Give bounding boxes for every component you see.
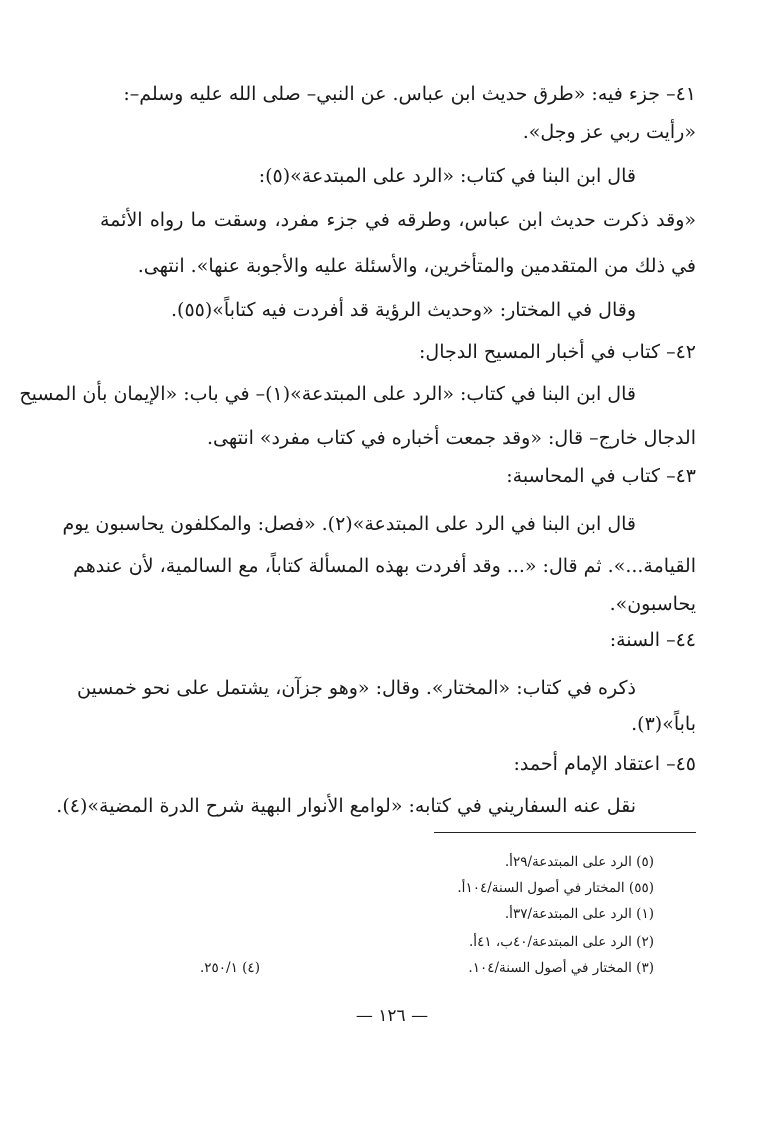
paragraph-line: نقل عنه السفاريني في كتابه: «لوامع الأنوار البهية شرح الدرة المضية»(٤).: [56, 795, 636, 817]
footnote: (٥٥) المختار في أصول السنة/١٠٤أ.: [457, 880, 654, 896]
item-43-heading: ٤٣– كتاب في المحاسبة:: [506, 465, 696, 487]
paragraph-line: قال ابن البنا في كتاب: «الرد على المبتدعة»(٥):: [258, 165, 636, 187]
footnote: (٤) ٢٥٠/١.: [200, 960, 260, 976]
paragraph-line: «وقد ذكرت حديث ابن عباس، وطرقه في جزء مفرد، وسقت ما رواه الأئمة: [100, 209, 696, 231]
item-42-heading: ٤٢– كتاب في أخبار المسيح الدجال:: [419, 341, 696, 363]
footnote: (٥) الرد على المبتدعة/٢٩أ.: [504, 854, 654, 870]
paragraph-line: يحاسبون».: [609, 593, 696, 615]
paragraph-line: القيامة...». ثم قال: «... وقد أفردت بهذه المسألة كتاباً، مع السالمية، لأن عندهم: [73, 555, 696, 577]
page-number: — ١٢٦ —: [355, 1006, 429, 1026]
footnote: (٣) المختار في أصول السنة/١٠٤.: [468, 960, 654, 976]
paragraph-line: في ذلك من المتقدمين والمتأخرين، والأسئلة عليه والأجوبة عنها». انتهى.: [137, 255, 696, 277]
footnote-divider: [434, 832, 696, 833]
item-41-title: «رأيت ربي عز وجل».: [522, 121, 696, 143]
footnote: (١) الرد على المبتدعة/٣٧أ.: [504, 906, 654, 922]
item-45-heading: ٤٥– اعتقاد الإمام أحمد:: [513, 753, 696, 775]
item-41-heading: ٤١– جزء فيه: «طرق حديث ابن عباس. عن النبي– صلى الله عليه وسلم–:: [123, 83, 696, 105]
paragraph-line: قال ابن البنا في كتاب: «الرد على المبتدعة»(١)– في باب: «الإيمان بأن المسيح: [19, 383, 636, 405]
paragraph-line: الدجال خارج– قال: «وقد جمعت أخباره في كتاب مفرد» انتهى.: [206, 427, 696, 449]
footnote: (٢) الرد على المبتدعة/٤٠ب، ٤١أ.: [469, 934, 654, 950]
paragraph-line: قال ابن البنا في الرد على المبتدعة»(٢). «فصل: والمكلفون يحاسبون يوم: [62, 513, 636, 535]
paragraph-line: وقال في المختار: «وحديث الرؤية قد أفردت فيه كتاباً»(٥٥).: [171, 299, 636, 321]
paragraph-line: ذكره في كتاب: «المختار». وقال: «وهو جزآن، يشتمل على نحو خمسين: [77, 677, 636, 699]
item-44-heading: ٤٤– السنة:: [609, 629, 696, 651]
paragraph-line: باباً»(٣).: [631, 713, 696, 735]
